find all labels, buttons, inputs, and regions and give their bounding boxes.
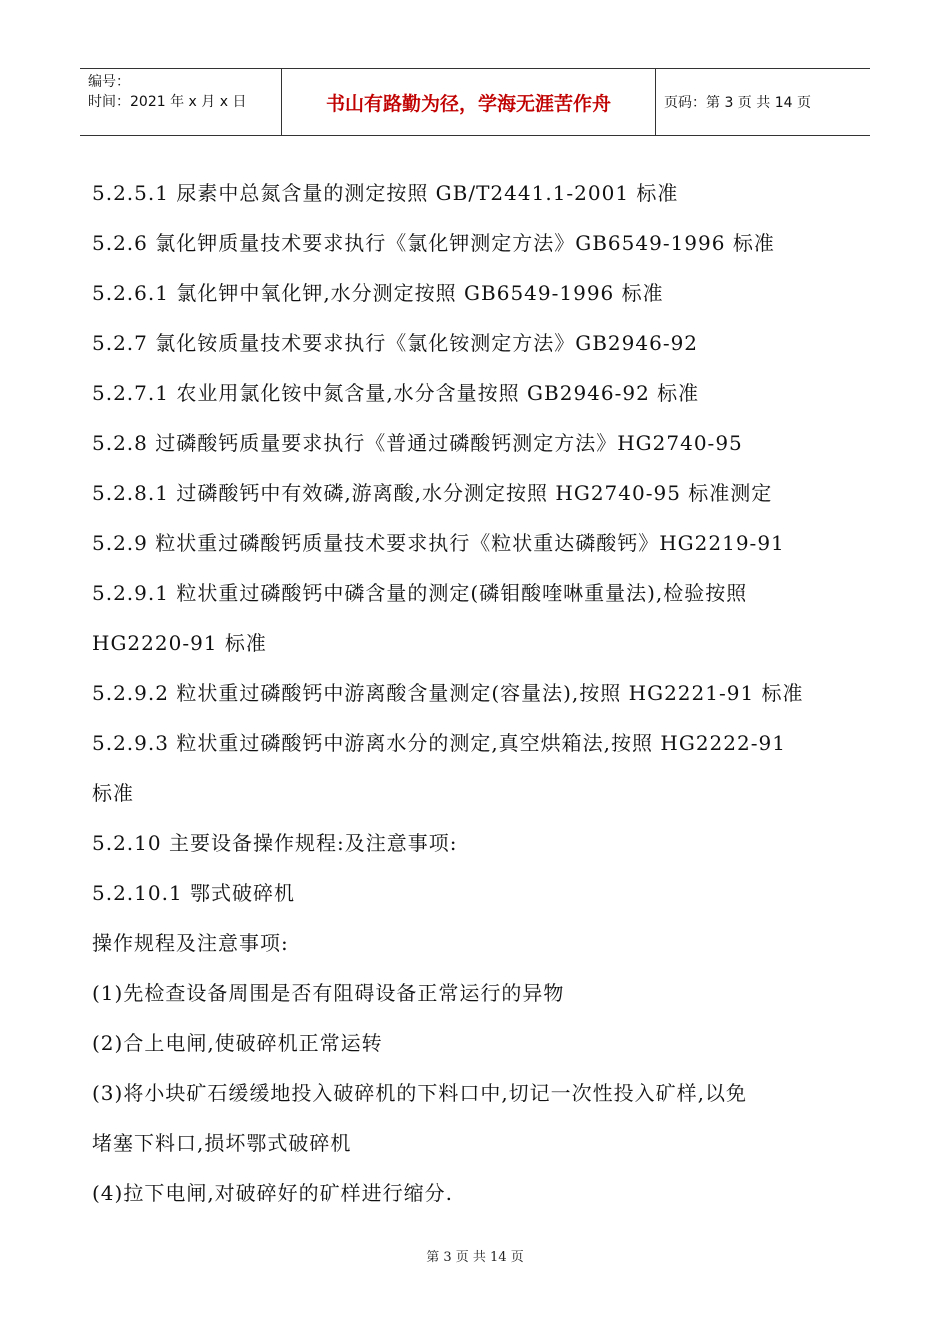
body-line: 5.2.7 氯化铵质量技术要求执行《氯化铵测定方法》GB2946-92 [92,331,699,355]
body-line: 5.2.9.3 粒状重过磷酸钙中游离水分的测定,真空烘箱法,按照 HG2222-91 [92,731,786,755]
page-footer: 第 3 页 共 14 页 [426,1250,524,1265]
header-meta [80,69,282,135]
body-line: 标准 [92,781,134,805]
header-page-code: 页码：第 3 页 共 14 页 [664,95,811,111]
body-line: (1)先检查设备周围是否有阻碍设备正常运行的异物 [92,981,565,1005]
body-line: 5.2.10.1 鄂式破碎机 [92,881,296,905]
body-line: 5.2.7.1 农业用氯化铵中氮含量,水分含量按照 GB2946-92 标准 [92,381,700,405]
document-body [92,168,868,1218]
page-header [80,68,870,136]
body-line: (2)合上电闸,使破碎机正常运转 [92,1031,383,1055]
document-number-label: 编号： [88,74,130,90]
body-line: HG2220-91 标准 [92,631,267,655]
body-line: 5.2.10 主要设备操作规程:及注意事项: [92,831,458,855]
body-line: (3)将小块矿石缓缓地投入破碎机的下料口中,切记一次性投入矿样,以免 [92,1081,748,1105]
body-line: 5.2.6 氯化钾质量技术要求执行《氯化钾测定方法》GB6549-1996 标准 [92,231,775,255]
body-line: 5.2.8 过磷酸钙质量要求执行《普通过磷酸钙测定方法》HG2740-95 [92,431,743,455]
body-line: 堵塞下料口,损坏鄂式破碎机 [92,1131,352,1155]
body-line: 5.2.6.1 氯化钾中氧化钾,水分测定按照 GB6549-1996 标准 [92,281,664,305]
body-line: 5.2.9.2 粒状重过磷酸钙中游离酸含量测定(容量法),按照 HG2221-91 标准 [92,681,804,705]
header-motto: 书山有路勤为径，学海无涯苦作舟 [282,69,656,135]
body-line: 5.2.8.1 过磷酸钙中有效磷,游离酸,水分测定按照 HG2740-95 标准测定 [92,481,773,505]
body-line: 5.2.5.1 尿素中总氮含量的测定按照 GB/T2441.1-2001 标准 [92,181,679,205]
body-line: (4)拉下电闸,对破碎好的矿样进行缩分. [92,1181,454,1205]
body-line: 操作规程及注意事项: [92,931,289,955]
document-time-label: 时间：2021 年 x 月 x 日 [88,94,247,110]
body-line: 5.2.9 粒状重过磷酸钙质量技术要求执行《粒状重达磷酸钙》HG2219-91 [92,531,785,555]
body-line: 5.2.9.1 粒状重过磷酸钙中磷含量的测定(磷钼酸喹啉重量法),检验按照 [92,581,748,605]
